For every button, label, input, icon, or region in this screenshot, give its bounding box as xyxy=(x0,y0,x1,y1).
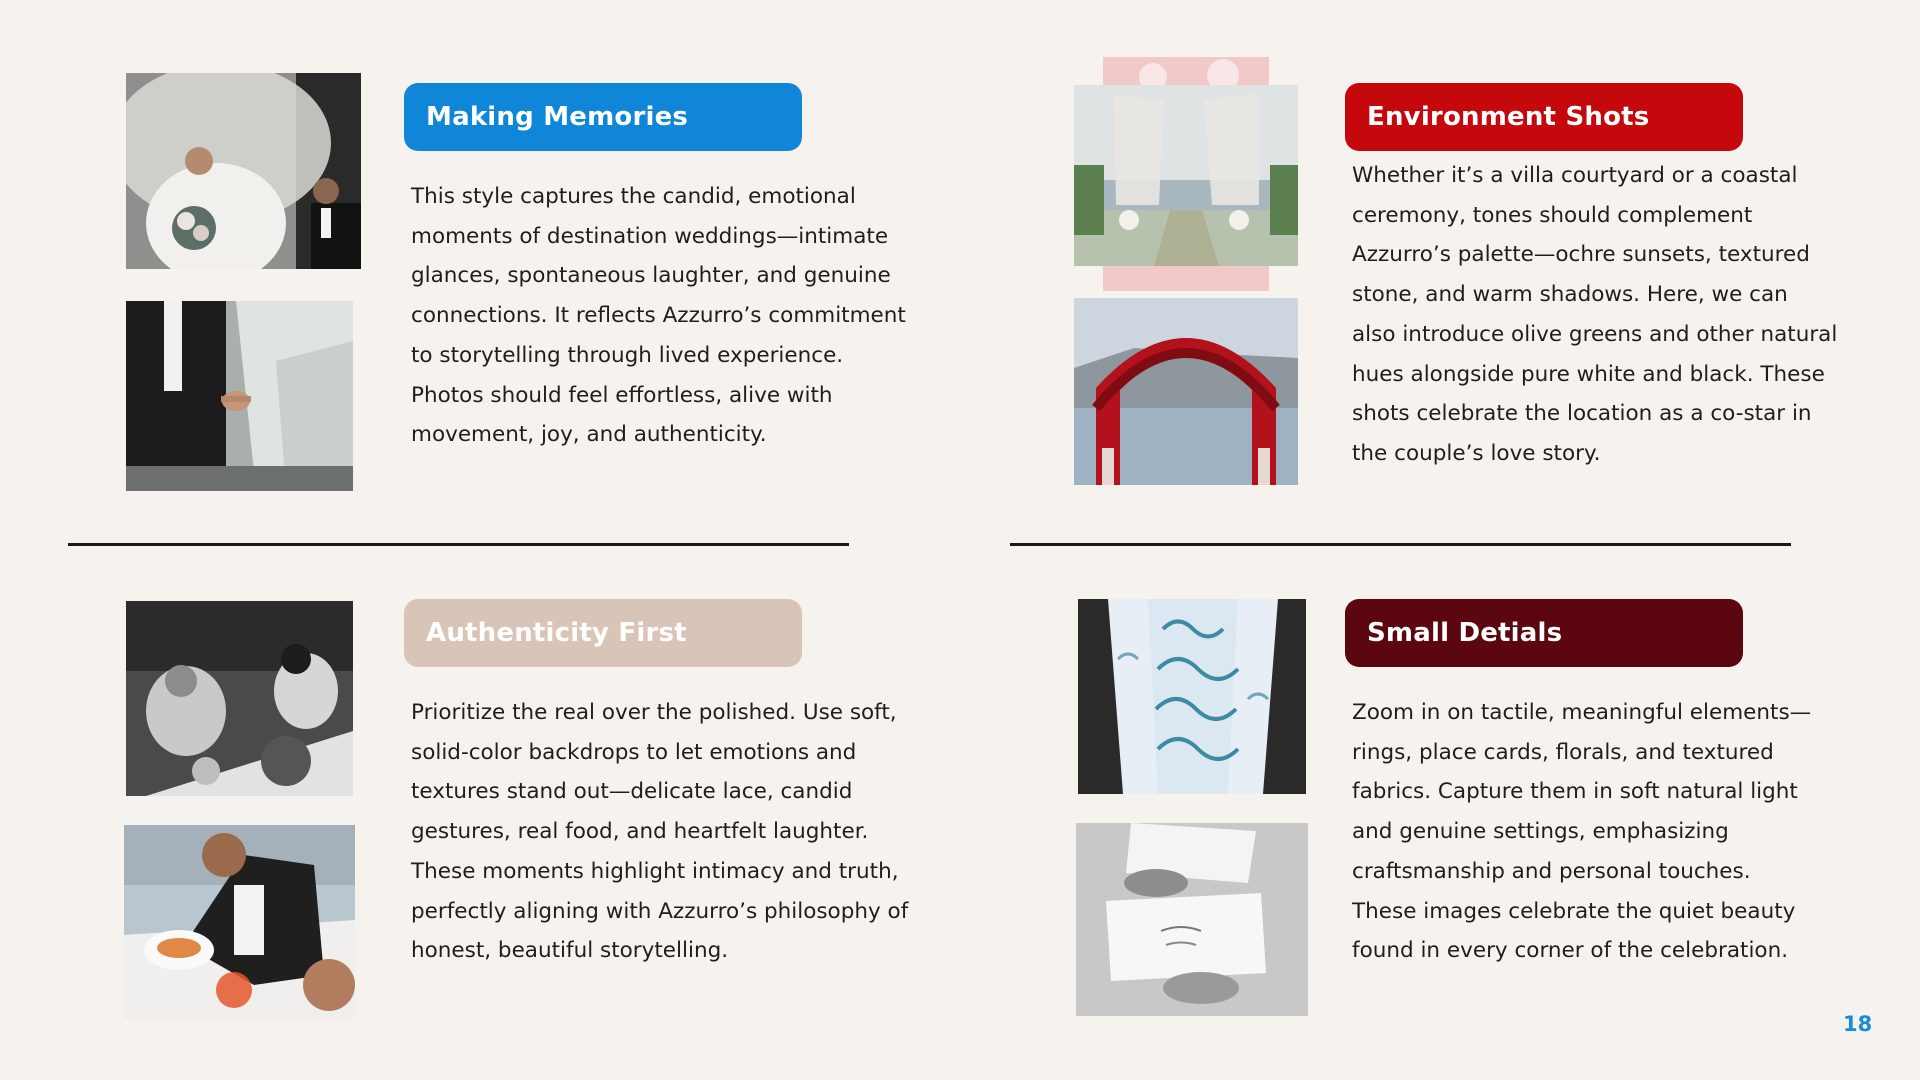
photo-pasta-dinner xyxy=(124,825,355,1019)
divider-left xyxy=(68,543,849,546)
photo-place-cards xyxy=(1076,823,1308,1016)
photo-paisley-tie xyxy=(1078,599,1306,794)
section-body-making-memories: This style captures the candid, emotional moments of destination weddings—intimate glances, spontaneous laughter, and genuine connections. It reflects Azzurro’s commitment to storytelling through lived experience. Photos should feel effortless, alive with movement, joy, and authenticity. xyxy=(411,184,906,448)
section-title-small-details: Small Detials xyxy=(1345,599,1743,667)
photo-red-arch xyxy=(1074,298,1298,485)
photo-couple-hands xyxy=(126,301,353,491)
section-body-authenticity-first: Prioritize the real over the polished. Use soft, solid-color backdrops to let emotions and textures stand out—delicate lace, candid gestures, real food, and heartfelt laughter. These moments highlight intimacy and truth, perfectly aligning with Azzurro’s philosophy of honest, beautiful storytelling. xyxy=(411,700,909,964)
page-number: 18 xyxy=(1843,1012,1873,1036)
section-title-making-memories: Making Memories xyxy=(404,83,802,151)
section-title-authenticity-first: Authenticity First xyxy=(404,599,802,667)
divider-right xyxy=(1010,543,1791,546)
section-body-environment-shots: Whether it’s a villa courtyard or a coastal ceremony, tones should complement Azzurro’s palette—ochre sunsets, textured stone, and warm shadows. Here, we can also introduce olive greens and other natural hues alongside pure white and black. These shots celebrate the location as a co-star in the couple’s love story. xyxy=(1352,163,1838,466)
photo-ceremony-aisle xyxy=(1074,85,1298,266)
photo-bride-veil xyxy=(126,73,361,269)
section-body-small-details: Zoom in on tactile, meaningful elements—rings, place cards, florals, and textured fabrics. Capture them in soft natural light and genuine settings, emphasizing craftsmanship and personal touches. These images celebrate the quiet beauty found in every corner of the celebration. xyxy=(1352,700,1812,964)
photo-dinner-laughter xyxy=(126,601,353,796)
section-title-environment-shots: Environment Shots xyxy=(1345,83,1743,151)
